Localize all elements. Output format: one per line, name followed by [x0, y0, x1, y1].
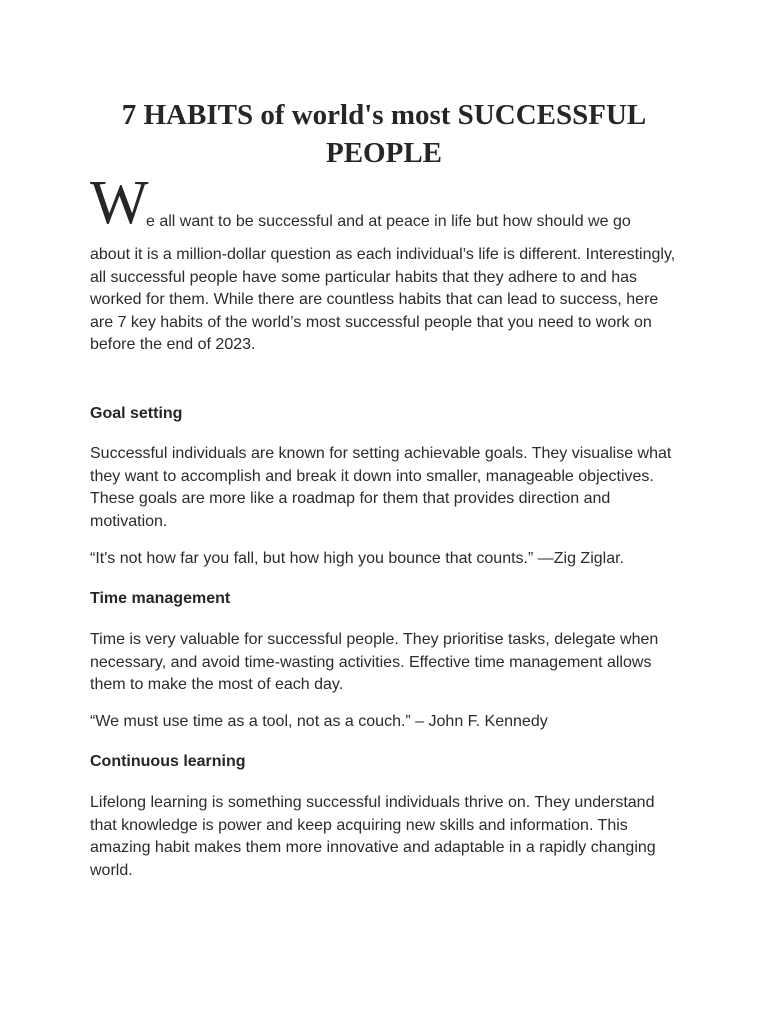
page-title: 7 HABITS of world's most SUCCESSFUL PEOPLE	[121, 99, 647, 169]
section-heading: Time management	[90, 590, 231, 607]
section-time-management-body	[90, 629, 678, 697]
section-time-management-quote	[90, 711, 678, 733]
section-body-text: Lifelong learning is something successful individuals thrive on. They understand that knowledge is power and keep acquiring new skills and information. This amazing habit makes them more innovative and adaptable in a rapidly changing world.	[90, 794, 656, 879]
intro-body-text: about it is a million-dollar question as each individual’s life is different. Interestingly, all successful people have some particular habits that they adhere to and has worked for them. While there are countless habits that can lead to success, here are 7 key habits of the world’s most successful people that you need to work on before the end of 2023.	[90, 246, 676, 353]
section-time-management	[90, 588, 678, 610]
section-heading: Continuous learning	[90, 753, 246, 770]
section-goal-setting-body	[90, 443, 678, 533]
section-continuous-learning-body	[90, 792, 678, 882]
quote-text: “It's not how far you fall, but how high you bounce that counts.” —Zig Ziglar.	[90, 550, 624, 567]
section-goal-setting-quote	[90, 548, 678, 570]
section-continuous-learning	[90, 751, 678, 773]
section-goal-setting	[90, 403, 678, 425]
intro-first-line	[90, 169, 678, 244]
intro-paragraph	[90, 169, 678, 357]
intro-first-line-text: e all want to be successful and at peace in life but how should we go	[146, 213, 631, 230]
drop-cap: W	[90, 169, 149, 237]
section-body-text: Time is very valuable for successful people. They prioritise tasks, delegate when necessary, and avoid time-wasting activities. Effective time management allows them to make the most of each day.	[90, 631, 659, 693]
section-body-text: Successful individuals are known for setting achievable goals. They visualise what they want to accomplish and break it down into smaller, manageable objectives. These goals are more like a roadmap for them that provides direction and motivation.	[90, 445, 672, 530]
quote-text: “We must use time as a tool, not as a couch.” – John F. Kennedy	[90, 713, 548, 730]
section-heading: Goal setting	[90, 405, 183, 422]
